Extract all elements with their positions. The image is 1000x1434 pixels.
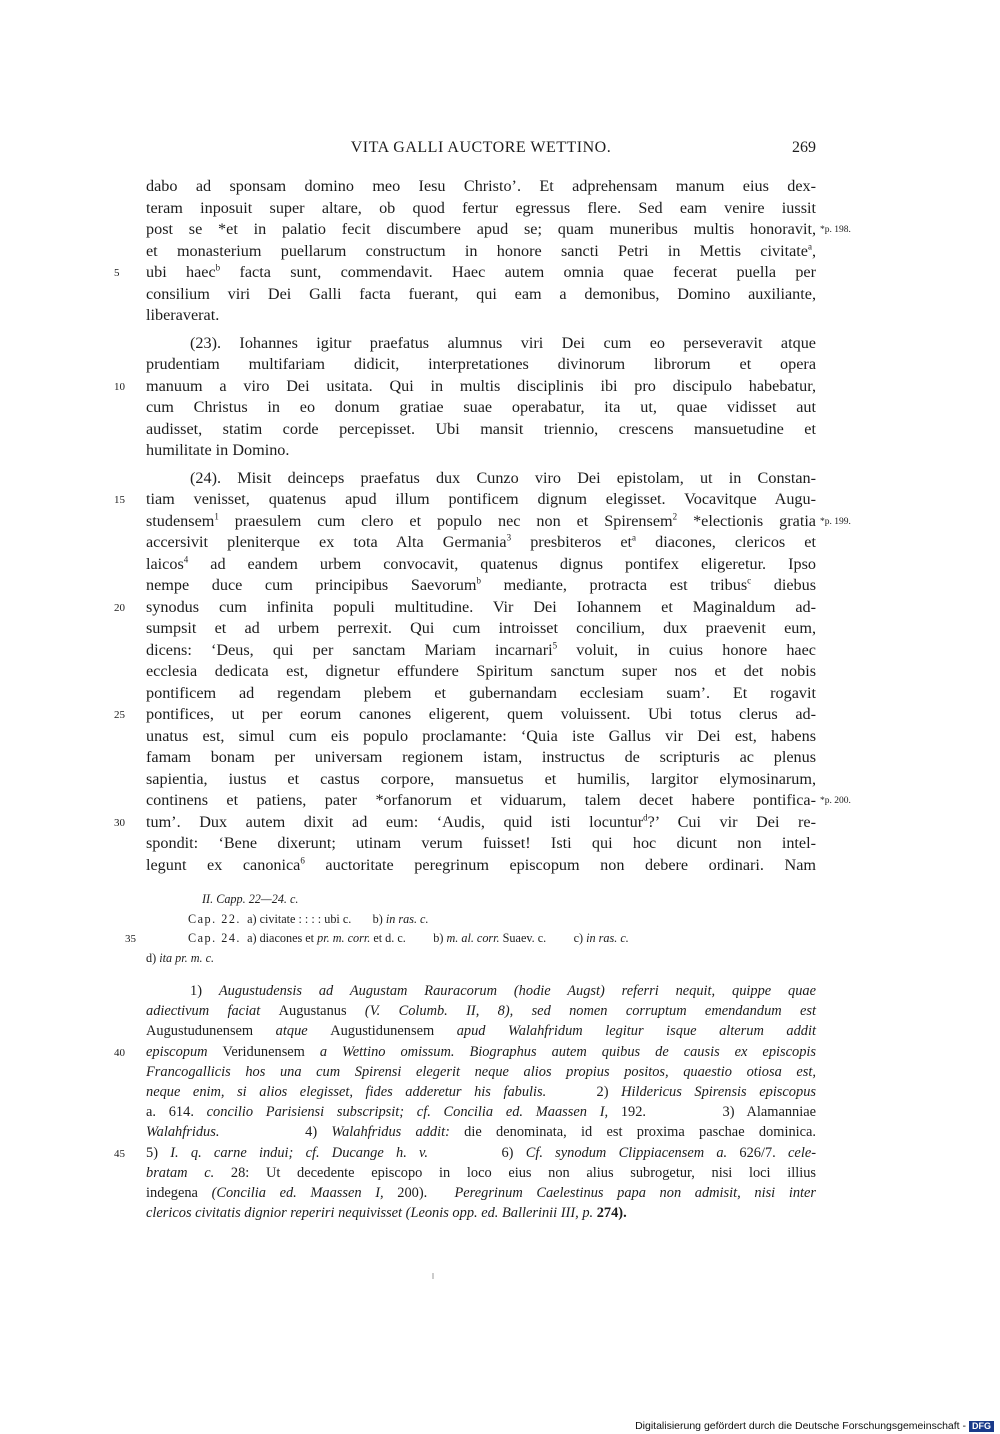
running-title: VITA GALLI AUCTORE WETTINO. (350, 139, 612, 156)
text-segment: (23). Iohannes igitur praefatus alumnus viri Dei cum eo perseveravit atque (190, 333, 816, 352)
text-segment: voluit, in cuius honore haec (557, 640, 816, 659)
apparatus-note-b-label: b) (433, 931, 444, 945)
apparatus-cap-label: Cap. 24. (188, 931, 241, 945)
apparatus-cap-label: Cap. 22. (188, 911, 241, 926)
text-line (146, 747, 816, 769)
text-segment: facta sunt, commendavit. Haec autem omnia quae fecerat puella per (220, 263, 816, 281)
apparatus-note-b-text: in ras. (385, 911, 417, 926)
text-segment: legunt ex canonica (146, 855, 301, 874)
text-line (146, 397, 816, 419)
text-line (146, 176, 816, 198)
text-segment: tum’. Dux autem dixit ad eum: ‘Audis, quid isti locuntur (146, 812, 644, 831)
text-line (146, 284, 816, 306)
footnote-line: 45 5) I. q. carne indui; cf. Ducange h. v. 6) Cf. synodum Clippiacensem a. 626/7. cele- (146, 1143, 816, 1163)
line-number: 5 (114, 267, 120, 279)
apparatus-note-b-end: Suaev. c. (502, 931, 547, 945)
page-reference: *p. 198. (820, 225, 851, 235)
footnote-line: 40 episcopum Veridunensem a Wettino omissum. Biographus autem quibus de causis ex episcopis (146, 1042, 816, 1062)
footnote-marker: b (476, 575, 481, 586)
footnote-marker: a (807, 241, 812, 252)
text-segment: tiam venisset, quatenus apud illum pontificem dignum elegisset. Vocavitque Augu- (146, 490, 816, 508)
text-segment: diacones, clericos et (636, 533, 816, 551)
text-line (146, 661, 816, 683)
text-line (146, 855, 816, 877)
footnote-line: adiectivum faciat Augustanus (V. Columb. II, 8), sed nomen corruptum emendandum est (146, 1003, 816, 1020)
text-line (146, 575, 816, 597)
line-number: 45 (114, 1147, 125, 1160)
text-segment: ad eandem urbem convocavit, quatenus dignus pontifex eligeretur. Ipso (188, 554, 816, 573)
line-number: 35 (125, 933, 136, 945)
text-line (146, 354, 816, 376)
apparatus-note-c-siglum: c. (620, 931, 629, 945)
funding-notice (635, 1420, 994, 1432)
text-line (146, 468, 816, 490)
page-number: 269 (792, 139, 816, 156)
text-line (146, 640, 816, 662)
text-line (146, 790, 851, 812)
apparatus-note-b-label: b) (372, 911, 383, 926)
footnote-line: a. 614. concilio Parisiensi subscripsit; cf. Concilia ed. Maassen I, 192. 3) Alamanniae (146, 1104, 816, 1121)
line-number: 40 (114, 1046, 125, 1059)
text-line (146, 511, 851, 533)
text-segment: sumpsit et ad urbem perrexit. Qui cum introisset concilium, dux praevenit eum, (146, 619, 816, 637)
text-segment: pontificem ad regendam plebem et gubernandam ecclesiam suam’. Et rogavit (146, 683, 816, 702)
text-segment: consilium viri Dei Galli facta fuerant, qui eam a demonibus, Domino auxiliante, (146, 284, 816, 303)
text-segment: , (811, 241, 816, 260)
text-line (146, 769, 816, 791)
footnote-marker: 2 (672, 511, 678, 522)
line-number: 30 (114, 816, 125, 829)
apparatus-note-a-text: pr. m. corr. (317, 931, 371, 945)
apparatus-note-c-text: in ras. (586, 931, 618, 945)
text-segment: et monasterium puellarum constructum in honore sancti Petri in Mettis civitate (146, 241, 808, 260)
text-segment: presbiteros et (511, 533, 633, 551)
text-segment: spondit: ‘Bene dixerunt; utinam verum fuisset! Isti qui hoc dicunt non intel- (146, 834, 816, 852)
text-segment: ubi haec (146, 263, 216, 281)
footnote-marker: 3 (506, 532, 512, 543)
text-line (146, 532, 816, 554)
text-line (146, 726, 816, 748)
text-segment: famam bonam per universam regionem istam, instructus de scripturis ac plenus (146, 748, 816, 766)
text-segment: ?’ Cui vir Dei re- (647, 812, 816, 831)
apparatus-note-b-text: m. al. corr. (446, 931, 500, 945)
text-segment: sapientia, iustus et castus corpore, mansuetus et humilis, largitor elymosinarum, (146, 769, 816, 788)
text-segment: dabo ad sponsam domino meo Iesu Christo’. Et adprehensam manum eius dex- (146, 177, 816, 195)
footnote-marker: 5 (552, 640, 558, 651)
dfg-logo: DFG (969, 1421, 994, 1432)
apparatus-note-d-text: ita pr. m. (159, 950, 203, 965)
footnote-line: indegena (Concilia ed. Maassen I, 200). Peregrinum Caelestinus papa non admisit, nisi inter (146, 1184, 816, 1201)
text-segment: cum Christus in eo donum gratiae suae operabatur, ita ut, quae vidisset aut (146, 398, 816, 416)
line-number: 10 (114, 380, 125, 393)
text-line (146, 833, 816, 855)
text-line (146, 618, 816, 640)
text-segment: auctoritate peregrinum episcopum non debere ordinari. Nam (304, 855, 816, 874)
text-line (146, 219, 851, 241)
text-segment: post se *et in palatio fecit discumbere apud se; quam muneribus multis honoravit, (146, 220, 816, 238)
text-line (114, 489, 816, 511)
apparatus-note-a: a) civitate : : : : ubi c. (247, 911, 352, 926)
text-segment: synodus cum infinita populi multitudine. Vir Dei Iohannem et Maginaldum ad- (146, 597, 816, 616)
text-segment: pontifices, ut per eorum canones eligerent, quem voluissent. Ubi totus clerus ad- (146, 705, 816, 723)
text-line (146, 241, 816, 263)
text-line (146, 419, 816, 441)
footnote-marker: c (747, 575, 752, 586)
text-segment: mediante, protracta est tribus (480, 576, 748, 594)
footnote-marker: a (632, 532, 637, 543)
text-line (146, 554, 816, 576)
critical-apparatus (125, 890, 816, 968)
text-segment: praesulem cum clero et populo nec non et Spirensem (218, 511, 673, 530)
apparatus-heading-text: II. Capp. 22—24. c. (202, 892, 299, 906)
text-segment: dicens: ‘Deus, qui per sanctam Mariam incarnari (146, 640, 553, 659)
text-line (114, 812, 816, 834)
apparatus-cap-24 (125, 929, 816, 949)
apparatus-note-d-label: d) (146, 950, 157, 965)
funding-text: Digitalisierung gefördert durch die Deutsche Forschungsgemeinschaft - (635, 1420, 966, 1432)
text-segment: accersivit pleniterque ex tota Alta Germania (146, 533, 507, 551)
page-reference: *p. 200. (820, 796, 851, 806)
text-line (146, 440, 816, 462)
apparatus-note-d-siglum: c. (205, 950, 215, 965)
text-segment: ecclesia dedicata est, dignetur effundere Spiritum sanctum super nos et det nobis (146, 662, 816, 680)
footnote-marker: d (643, 812, 648, 823)
apparatus-note-d (146, 949, 816, 969)
apparatus-cap-22 (146, 910, 816, 930)
line-number: 15 (114, 494, 125, 506)
page-header (146, 139, 816, 163)
page-reference: *p. 199. (820, 516, 851, 527)
line-number: 25 (114, 709, 125, 721)
text-line (146, 333, 816, 355)
text-segment: liberaverat. (146, 306, 220, 324)
text-segment: audisset, statim corde percepisset. Ubi mansit triennio, crescens mansuetudine et (146, 419, 816, 438)
text-segment: (24). Misit deinceps praefatus dux Cunzo viro Dei epistolam, ut in Constan- (190, 468, 816, 487)
apparatus-note-a-label: a) diacones et (247, 931, 315, 945)
text-segment: prudentiam multifariam didicit, interpretationes divinorum librorum et opera (146, 355, 816, 373)
text-line (146, 305, 816, 327)
apparatus-heading (146, 890, 816, 910)
text-segment: humilitate in Domino. (146, 441, 290, 459)
text-segment: studensem (146, 511, 215, 530)
footnote-marker: 6 (300, 855, 305, 866)
main-text (114, 176, 851, 876)
footnote-line: bratam c. 28: Ut decedente episcopo in loco eius non alius subrogetur, nisi loci illius (146, 1164, 816, 1181)
text-line (114, 597, 816, 619)
footnote-marker: 4 (183, 554, 189, 565)
text-segment: manuum a viro Dei usitata. Qui in multis disciplinis ibi pro discipulo habebatur, (146, 376, 816, 395)
footnote-line: clericos civitatis dignior reperiri nequivisset (Leonis opp. ed. Ballerinii III, p. 274). (146, 1205, 627, 1222)
footnote-marker: b (215, 262, 221, 273)
text-segment: unatus est, simul cum eis populo proclamante: ‘Quia iste Gallus vir Dei est, habens (146, 726, 816, 745)
line-number: 20 (114, 601, 125, 614)
text-segment: laicos (146, 554, 184, 573)
text-segment: *electionis gratia (677, 511, 816, 530)
footnote-marker: 1 (214, 511, 219, 522)
footnote-line: Francogallicis hos una cum Spirensi elegerit neque alios propius positos, quaestio otiosa est, (146, 1063, 816, 1080)
footnote-line: Walahfridus. 4) Walahfridus addit: die denominata, id est proxima paschae dominica. (146, 1124, 817, 1141)
text-segment: nempe duce cum principibus Saevorum (146, 576, 477, 594)
text-segment: teram inposuit super altare, ob quod fertur egressus flere. Sed eam venire iussit (146, 198, 816, 217)
footnote-line: Augustudunensem atque Augustidunensem apud Walahfridum legitur isque alterum addit (146, 1023, 816, 1040)
text-line (114, 262, 816, 284)
text-line (114, 704, 816, 726)
footnote-line: neque enim, si alios elegisset, fides adderetur his fabulis. 2) Hildericus Spirensis episcopus (146, 1083, 816, 1100)
text-line (146, 683, 816, 705)
scan-mark (432, 1273, 434, 1279)
apparatus-note-b-siglum: c. (420, 911, 429, 926)
text-line (146, 198, 816, 220)
footnote-line: 1) Augustudensis ad Augustam Rauracorum (hodie Augst) referri nequit, quippe quae (190, 983, 816, 999)
apparatus-note-a-end: et d. c. (373, 931, 406, 945)
text-segment: diebus (751, 576, 817, 594)
text-segment: continens et patiens, pater *orfanorum et viduarum, talem decet habere pontifica- (146, 791, 816, 809)
footnotes (114, 981, 817, 1223)
apparatus-note-c-label: c) (573, 931, 584, 945)
text-line (114, 376, 816, 398)
